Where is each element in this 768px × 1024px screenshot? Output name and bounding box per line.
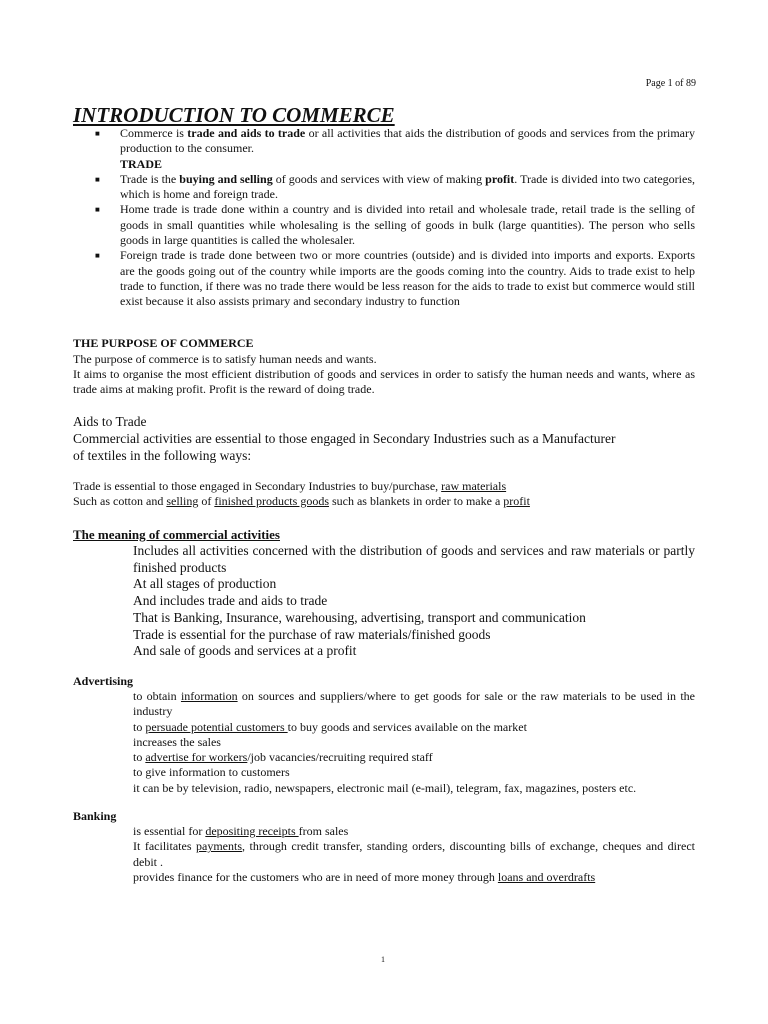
- purpose-heading: THE PURPOSE OF COMMERCE: [73, 336, 254, 350]
- trade-subheading: TRADE: [120, 156, 163, 171]
- advertising-line: it can be by television, radio, newspapers, electronic mail (e-mail), telegram, fax, magazines, posters etc.: [133, 780, 637, 795]
- meaning-line: At all stages of production: [133, 576, 277, 592]
- bullet-commerce: ■ Commerce is trade and aids to trade or all activities that aids the distribution of goods and services from the primary production to the consumer.: [95, 126, 695, 156]
- advertising-line: to give information to customers: [133, 765, 290, 780]
- banking-line: It facilitates payments, through credit transfer, standing orders, discounting bills of exchange, cheques and direct debit .: [133, 839, 695, 869]
- advertising-line: to advertise for workers/job vacancies/recruiting required staff: [133, 750, 433, 765]
- banking-line: provides finance for the customers who are in need of more money through loans and overdrafts: [133, 869, 596, 884]
- aids-to-trade-heading: Aids to Trade: [73, 414, 147, 429]
- aids-line-2: Such as cotton and selling of finished products goods such as blankets in order to make a profit: [73, 494, 530, 508]
- intro-bullet-list: [95, 126, 695, 310]
- meaning-line: And includes trade and aids to trade: [133, 593, 328, 609]
- bullet-square-icon: ■: [95, 129, 100, 138]
- meaning-line: Includes all activities concerned with the distribution of goods and services and raw materials or partly finished products: [133, 543, 695, 575]
- bullet-square-icon: ■: [95, 174, 100, 184]
- bullet-home-trade: ■ Home trade is trade done within a country and is divided into retail and wholesale trade, retail trade is the selling of goods in small quantities while wholesaling is the selling of goods in bulk (large quantities). The person who sells goods in large quantities is called the wholesaler.: [95, 202, 695, 248]
- meaning-heading: The meaning of commercial activities: [73, 527, 280, 542]
- bullet-trade: ■ Trade is the buying and selling of goods and services with view of making profit. Trade is divided into two categories, which is home and foreign trade.: [95, 171, 696, 202]
- advertising-line: to persuade potential customers to buy goods and services available on the market: [133, 719, 527, 734]
- meaning-line: Trade is essential for the purchase of raw materials/finished goods: [133, 626, 491, 642]
- bullet-square-icon: ■: [95, 251, 100, 261]
- meaning-line: And sale of goods and services at a profit: [133, 643, 357, 659]
- bullet-foreign-trade: ■ Foreign trade is trade done between two or more countries (outside) and is divided into imports and exports. Exports are the goods going out of the country while imports are the goods coming into the country. Aids to trade exist to help trade to function, if there was no trade there would be less reason for the aids to trade to exist but commerce would still exist because it also assists primary and secondary industry to function: [95, 248, 695, 309]
- page-number-label: Page 1 of 89: [645, 78, 696, 89]
- meaning-line: That is Banking, Insurance, warehousing, advertising, transport and communication: [133, 609, 586, 625]
- purpose-line-2: It aims to organise the most efficient distribution of goods and services in order to satisfy the human needs and wants, where as trade aims at making profit. Profit is the reward of doing trade.: [73, 367, 695, 397]
- banking-lines: [133, 824, 695, 885]
- banking-heading: Banking: [73, 809, 117, 823]
- aids-line-1: Trade is essential to those engaged in Secondary Industries to buy/purchase, raw materials: [73, 479, 507, 493]
- aids-to-trade-paragraph: Commercial activities are essential to those engaged in Secondary Industries such as a Manufacturer of textiles in the following ways:: [73, 431, 616, 463]
- banking-line: is essential for depositing receipts from sales: [133, 824, 349, 838]
- bullet-square-icon: ■: [95, 205, 100, 215]
- purpose-line-1: The purpose of commerce is to satisfy human needs and wants.: [73, 352, 377, 366]
- advertising-line: increases the sales: [133, 734, 221, 749]
- document-title: INTRODUCTION TO COMMERCE: [73, 103, 395, 127]
- advertising-line: to obtain information on sources and suppliers/where to get goods for sale or the raw materials to be used in the industry: [133, 689, 696, 719]
- footer-page-number: 1: [381, 955, 385, 964]
- meaning-lines: [133, 543, 695, 660]
- advertising-heading: Advertising: [73, 674, 133, 688]
- advertising-lines: [133, 689, 695, 796]
